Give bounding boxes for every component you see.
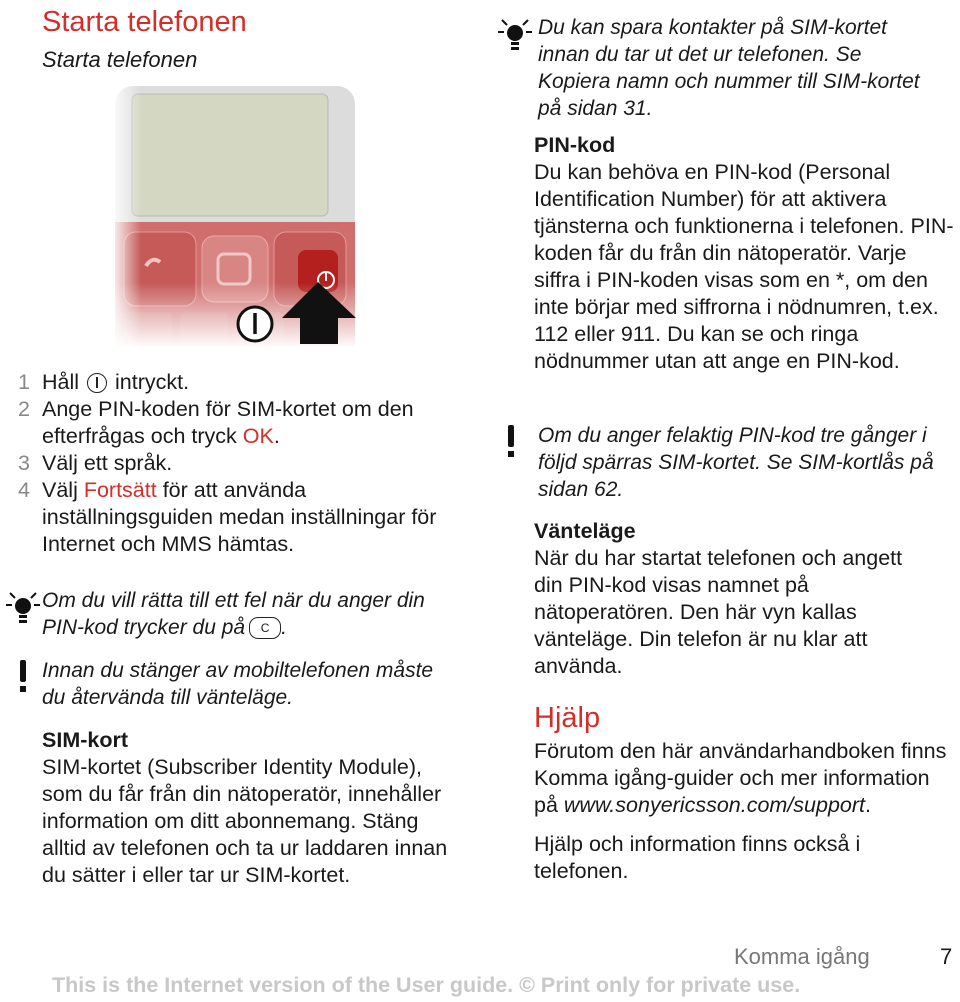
- continue-option-label: Fortsätt: [83, 478, 157, 502]
- pin-section: [534, 132, 954, 375]
- warning-pin: Om du anger felaktig PIN-kod tre gånger i följd spärras SIM-kortet. Se SIM-kortlås på sidan 62.: [498, 422, 948, 503]
- standby-heading: Vänteläge: [534, 519, 636, 543]
- support-link[interactable]: www.sonyericsson.com/support: [563, 793, 866, 817]
- lightbulb-icon: [6, 587, 42, 641]
- c-key-icon: C: [249, 617, 281, 639]
- step-3: 3 Välj ett språk.: [18, 451, 173, 475]
- standby-section: [534, 518, 934, 680]
- tip-save-contacts: Du kan spara kontakter på SIM-kortet innan du tar ut det ur telefonen. Se Kopiera namn och nummer till SIM-kortet på sidan 31.: [498, 14, 938, 122]
- step-2: 2 Ange PIN-koden för SIM-kortet om den efterfrågas och tryck OK.: [18, 397, 414, 448]
- sim-card-section: [42, 727, 462, 889]
- standby-body: När du har startat telefonen och angett din PIN-kod visas namnet på nätoperatören. Den här vyn kallas vänteläge. Din telefon är nu klar att använda.: [534, 546, 903, 678]
- phone-illustration: [110, 86, 370, 348]
- warning-standby: Innan du stänger av mobiltelefonen måste du återvända till vänteläge.: [6, 657, 460, 711]
- lightbulb-icon: [498, 14, 538, 122]
- step-1: 1 Håll intryckt.: [18, 370, 190, 394]
- pin-heading: PIN-kod: [534, 133, 616, 157]
- help-section: [534, 700, 954, 885]
- page-number: 7: [940, 944, 953, 969]
- ok-softkey-label: OK: [242, 424, 274, 448]
- exclamation-icon: [498, 422, 538, 503]
- section-subtitle: Starta telefonen: [42, 47, 198, 72]
- steps-list: [18, 369, 462, 558]
- footer-watermark: This is the Internet version of the User guide. © Print only for private use.: [52, 973, 801, 997]
- help-body-1: Förutom den här användarhandboken finns Komma igång-guider och mer information på www.sonyericsson.com/support.: [534, 739, 947, 817]
- page-title: Starta telefonen: [42, 6, 247, 38]
- sim-card-body: SIM-kortet (Subscriber Identity Module), som du får från din nätoperatör, innehåller information om ditt abonnemang. Stäng alltid av telefonen och ta ur laddaren innan du sätter i eller tar ur SIM-kortet.: [42, 755, 448, 887]
- tip-c-key: Om du vill rätta till ett fel när du anger din PIN-kod trycker du på C .: [6, 587, 460, 641]
- footer-section-name: Komma igång: [734, 944, 870, 969]
- pin-body: Du kan behöva en PIN-kod (Personal Identification Number) för att aktivera tjänsterna och funktionerna i telefonen. PIN-koden får du från din nätoperatör. Varje siffra i PIN-koden visas som en *, om den inte börjar med siffrorna i nödnumren, t.ex. 112 eller 911. Du kan se och ringa nödnummer utan att ange en PIN-kod.: [534, 160, 954, 373]
- step-4: 4 Välj Fortsätt för att använda inställningsguiden medan inställningar för Internet och MMS hämtas.: [18, 478, 437, 556]
- help-heading: Hjälp: [534, 702, 601, 734]
- sim-card-heading: SIM-kort: [42, 728, 128, 752]
- help-body-2: Hjälp och information finns också i telefonen.: [534, 832, 861, 883]
- exclamation-icon: [6, 657, 42, 711]
- power-key-icon: [87, 373, 107, 393]
